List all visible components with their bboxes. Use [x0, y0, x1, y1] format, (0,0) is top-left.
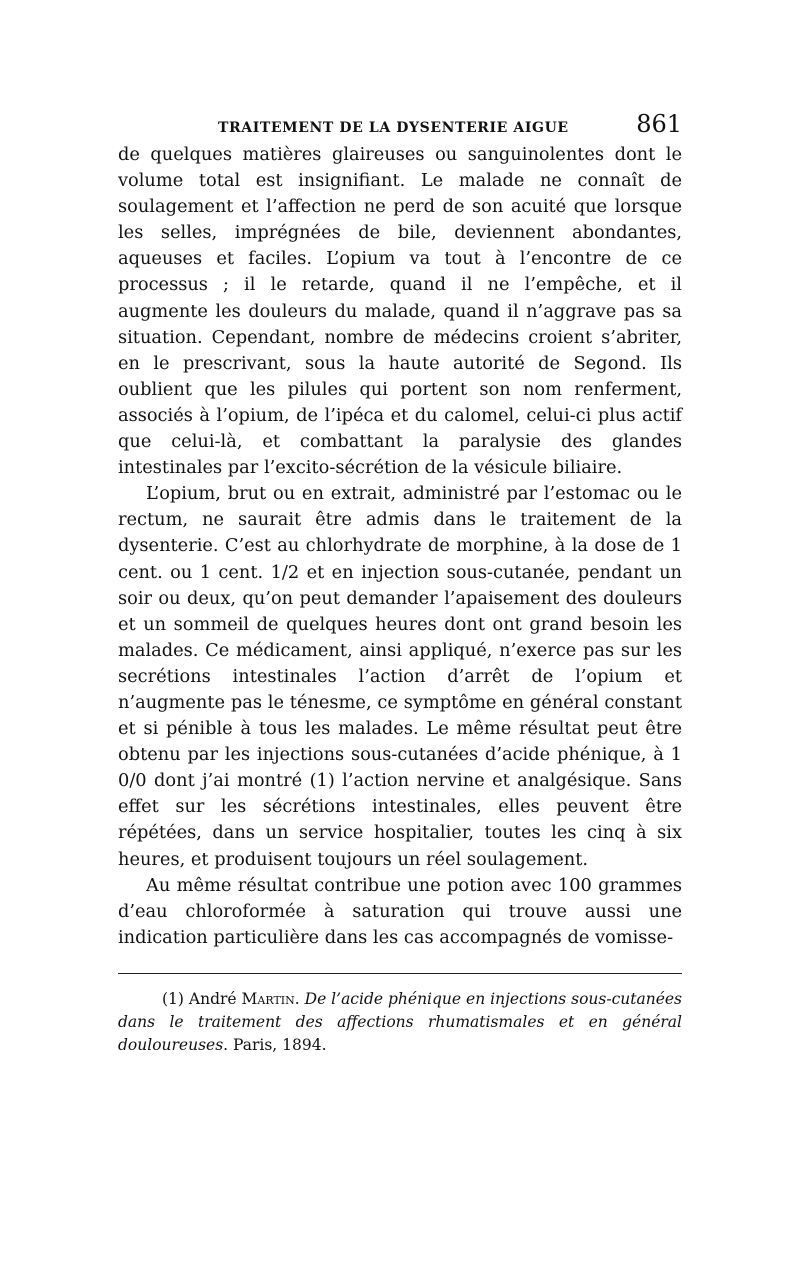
- paragraph-opium: L’opium, brut ou en extrait, administré par l’estomac ou le rectum, ne saurait être admis dans le traitement de la dysenterie. C’est au chlorhydrate de morphine, à la dose de 1 cent. ou 1 cent. 1/2 et en injection sous-cutanée, pendant un soir ou deux, qu’on peut demander l’apaisement des douleurs et un sommeil de quelques heures dont ont grand besoin les malades. Ce médicament, ainsi appliqué, n’exerce pas sur les secrétions intestinales l’action d’arrêt de l’opium et n’augmente pas le ténesme, ce symptôme en général constant et si pénible à tous les malades. Le même résultat peut être obtenu par les injections sous-cutanées d’acide phénique, à 1 0/0 dont j’ai montré (1) l’action nervine et analgésique. Sans effet sur les sécrétions intestinales, elles peuvent être répétées, dans un service hospitalier, toutes les cinq à six heures, et produisent toujours un réel soulagement.: [118, 483, 682, 870]
- footnote-marker: (1): [162, 989, 189, 1008]
- footnote-rule: [118, 973, 682, 974]
- running-title: TRAITEMENT DE LA DYSENTERIE AIGUE: [218, 120, 569, 136]
- footnote-title: De l’acide phénique en injections sous-cutanées dans le traitement des affections rhumatismales et en général douloureuses: [118, 989, 683, 1054]
- footnote-author-last: Martin: [241, 989, 295, 1008]
- footnote-publication: . Paris, 1894.: [223, 1035, 327, 1054]
- book-page: [118, 112, 682, 1072]
- page-number: 861: [636, 110, 682, 138]
- footnote-separator: .: [294, 989, 305, 1008]
- footnote-author-first: André: [188, 989, 242, 1008]
- paragraph-potion: Au même résultat contribue une potion avec 100 grammes d’eau chloroformée à saturation qui trouve aussi une indication particulière dans les cas accompagnés de vomisse-: [118, 874, 682, 948]
- footnote: [118, 988, 682, 1057]
- running-head: [118, 112, 682, 142]
- paragraph-continuation: de quelques matières glaireuses ou sanguinolentes dont le volume total est insignifiant. Le malade ne connaît de soulagement et l’affection ne perd de son acuité que lorsque les selles, imprégnées de bile, deviennent abondantes, aqueuses et faciles. L’opium va tout à l’encontre de ce processus ; il le retarde, quand il ne l’empêche, et il augmente les douleurs du malade, quand il n’aggrave pas sa situation. Cependant, nombre de médecins croient s’abriter, en le prescrivant, sous la haute autorité de Segond. Ils oublient que les pilules qui portent son nom renferment, associés à l’opium, de l’ipéca et du calomel, celui-ci plus actif que celui-là, et combattant la paralysie des glandes intestinales par l’excito-sécrétion de la vésicule biliaire.: [118, 144, 682, 479]
